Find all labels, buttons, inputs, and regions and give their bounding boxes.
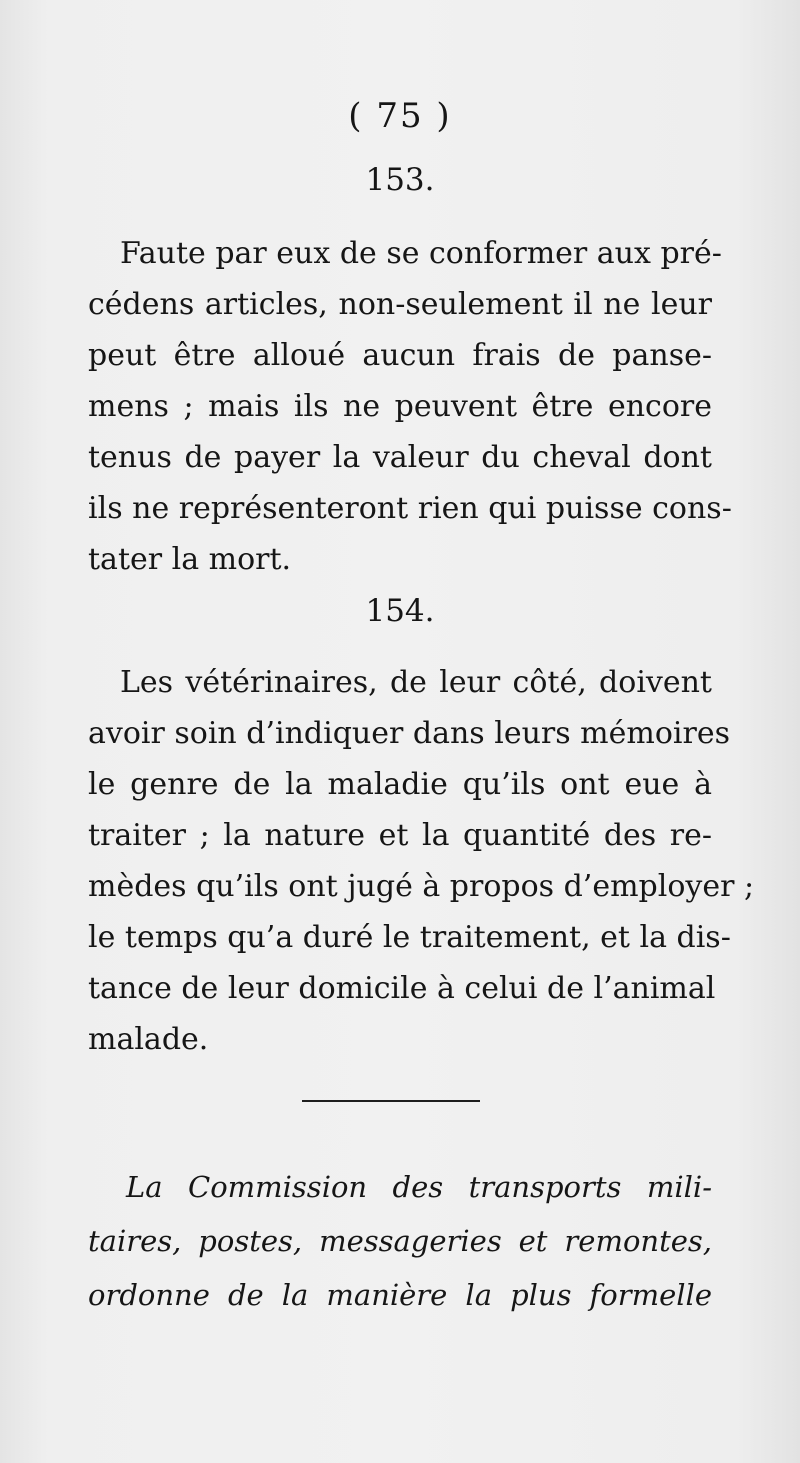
paragraph-line: cédens articles, non-seulement il ne leur xyxy=(88,287,712,322)
paragraph-line: mens ; mais ils ne peuvent être encore xyxy=(88,389,712,424)
paragraph-line: peut être alloué aucun frais de panse- xyxy=(88,338,712,373)
paragraph-line: Les vétérinaires, de leur côté, doivent xyxy=(120,665,712,700)
paragraph-line: malade. xyxy=(88,1022,209,1057)
paragraph-line: ils ne représenteront rien qui puisse cons- xyxy=(88,491,732,526)
article-number-154: 154. xyxy=(365,593,435,629)
paragraph-line: Faute par eux de se conformer aux pré- xyxy=(120,236,722,271)
paragraph-line: le genre de la maladie qu’ils ont eue à xyxy=(88,767,712,802)
paragraph-line: tance de leur domicile à celui de l’animal xyxy=(88,971,716,1006)
decree-line: ordonne de la manière la plus formelle xyxy=(88,1278,712,1312)
paragraph-line: le temps qu’a duré le traitement, et la dis- xyxy=(88,920,731,955)
paragraph-line: avoir soin d’indiquer dans leurs mémoires xyxy=(88,716,730,751)
article-number-153: 153. xyxy=(365,162,435,198)
paragraph-line: mèdes qu’ils ont jugé à propos d’employer ; xyxy=(88,869,755,904)
paragraph-line: tenus de payer la valeur du cheval dont xyxy=(88,440,712,475)
article-153-paragraph xyxy=(88,228,732,585)
paragraph-line: traiter ; la nature et la quantité des re- xyxy=(88,818,712,853)
page-number: ( 75 ) xyxy=(348,96,452,136)
decree-line: taires, postes, messageries et remontes, xyxy=(88,1224,712,1258)
paragraph-line: tater la mort. xyxy=(88,542,292,577)
commission-decree-paragraph xyxy=(88,1160,712,1322)
decree-line: La Commission des transports mili- xyxy=(126,1170,712,1204)
article-154-paragraph xyxy=(88,657,755,1065)
section-divider-rule xyxy=(302,1100,480,1102)
